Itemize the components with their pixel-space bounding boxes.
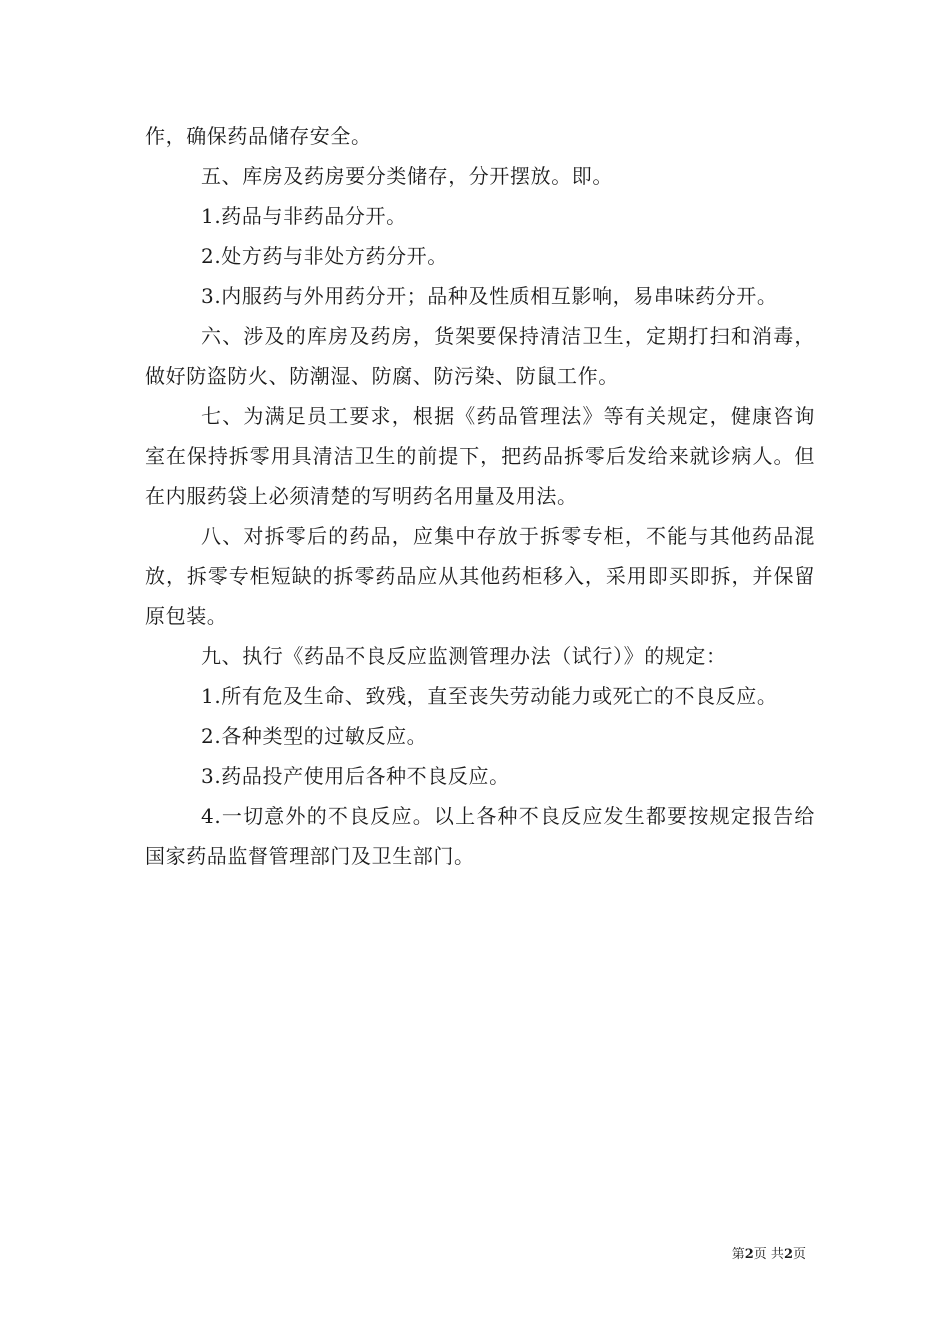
paragraph-item-5-1: 1.药品与非药品分开。 <box>201 204 407 228</box>
paragraph-section-8: 八、对拆零后的药品，应集中存放于拆零专柜，不能与其他药品混放，拆零专柜短缺的拆零药品应从其他药柜移入，采用即买即拆，并保留原包装。 <box>145 524 815 628</box>
footer-suffix: 页 <box>792 1247 806 1262</box>
page-footer <box>0 1247 806 1263</box>
footer-current-page: 2 <box>744 1247 754 1262</box>
paragraph-item-9-2: 2.各种类型的过敏反应。 <box>201 724 428 748</box>
paragraph-item-9-4: 4.一切意外的不良反应。以上各种不良反应发生都要按规定报告给国家药品监督管理部门及卫生部门。 <box>145 804 815 868</box>
paragraph-continuation: 作，确保药品储存安全。 <box>145 124 372 148</box>
footer-prefix: 第 <box>731 1247 745 1262</box>
paragraph-section-5: 五、库房及药房要分类储存，分开摆放。即。 <box>201 164 613 188</box>
paragraph-item-9-3: 3.药品投产使用后各种不良反应。 <box>201 764 510 788</box>
paragraph-section-6: 六、涉及的库房及药房，货架要保持清洁卫生，定期打扫和消毒，做好防盗防火、防潮湿、防腐、防污染、防鼠工作。 <box>145 324 815 388</box>
footer-middle: 页 共 <box>753 1247 784 1262</box>
paragraph-section-9: 九、执行《药品不良反应监测管理办法（试行）》的规定： <box>201 644 727 668</box>
document-body <box>145 116 815 876</box>
footer-total-pages: 2 <box>783 1247 793 1262</box>
paragraph-item-5-3: 3.内服药与外用药分开；品种及性质相互影响，易串味药分开。 <box>201 284 778 308</box>
paragraph-section-7: 七、为满足员工要求，根据《药品管理法》等有关规定，健康咨询室在保持拆零用具清洁卫生的前提下，把药品拆零后发给来就诊病人。但在内服药袋上必须清楚的写明药名用量及用法。 <box>145 404 815 508</box>
paragraph-item-5-2: 2.处方药与非处方药分开。 <box>201 244 448 268</box>
paragraph-item-9-1: 1.所有危及生命、致残，直至丧失劳动能力或死亡的不良反应。 <box>201 684 778 708</box>
